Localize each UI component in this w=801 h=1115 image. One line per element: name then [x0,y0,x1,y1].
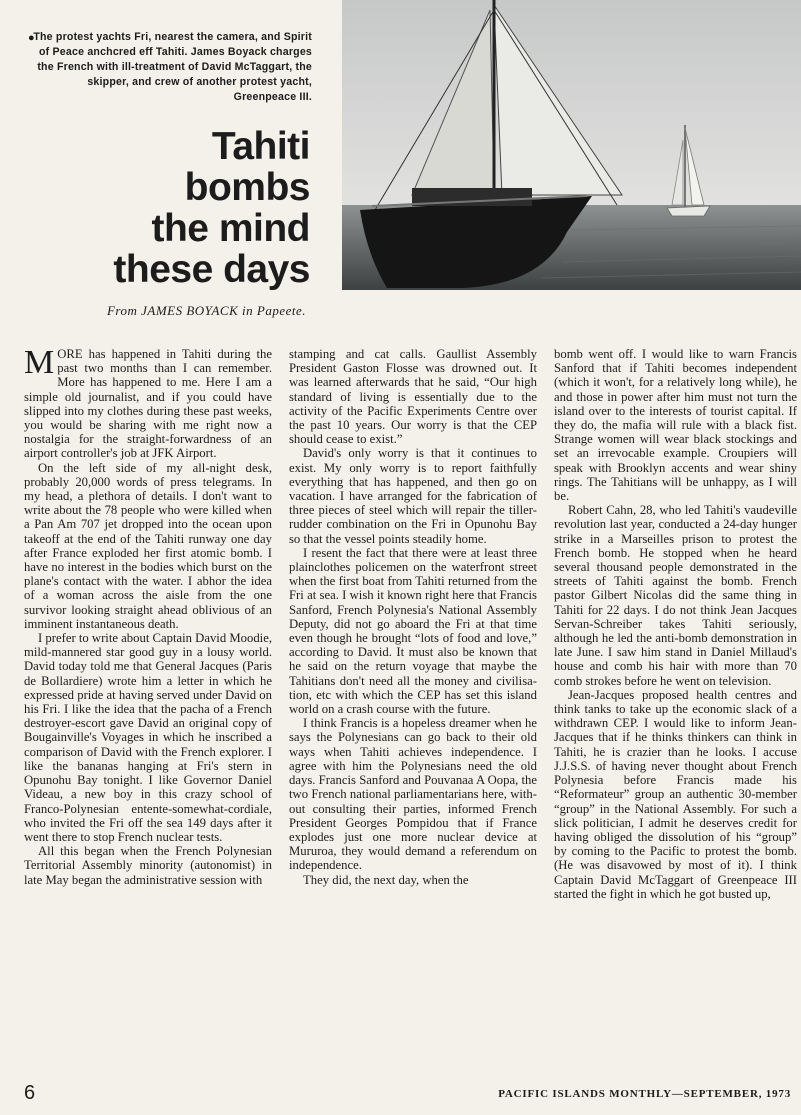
article-paragraph: bomb went off. I would like to warn Francis Sanford that if Tahiti becomes independent (which it won't, for a relatively long while), he and those in power after him must not turn the island over to the interests of tourist capital. If they do, the mafia will rule with a black fist. Strange women will wear black stockings and set an irrevocable example. Croupiers will speak with Brooklyn accents and wear shiny rings. The Tahitians will be unhappy, as I will be. [554,347,797,504]
article-paragraph: They did, the next day, when the [303,872,469,887]
caption-text: The protest yachts Fri, nearest the camera, and Spirit of Peace anchcred eff Tahiti. James Boyack charges the French with ill-treatment of David McTaggart, the skipper, and crew of another protest yacht, Greenpeace III. [33,31,312,103]
article-paragraph: Robert Cahn, 28, who led Tahiti's vaudeville revolution last year, conducted a 24-day hunger strike in a Marseilles prison to protest the French bomb. He stopped when he heard several thousand people demonstrated in the streets of Tahiti against the bomb. French pastor Gilbert Nicolas did the same thing in Tahiti for 22 days. I do not think Jean Jacques Servan-Schreiber takes Tahiti seriously, although he led the anti-bomb demonstration in late June. I saw him stand in Daniel Millaud's house and comb his hair with more than 70 comb strokes before he went on television. [554,503,797,688]
page-number: 6 [24,1082,36,1104]
sailboat-image [342,0,801,290]
headline-line-1: Tahiti [211,125,310,168]
headline [60,126,310,290]
paragraph-text: ORE has happened in Tahiti during the past two months than I can remember. More has happened to me. Here I am a simple old journalist, and if you could have slipped into my clothes during these past weeks, you would be sharing with me right now a nostalgia for the straight-forwardness of an airport controller's job at JFK Airport. [24,347,272,461]
article-paragraph: All this began when the French Polynesian Territorial Assembly minority (autonomist) in late May began the administrative session with [24,844,272,887]
headline-line-3: the mind [151,207,310,250]
article-paragraph: stamping and cat calls. Gaullist Assembly President Gaston Flosse was drowned out. It was learned afterwards that he said, “Our high standard of living is essentially due to the activity of the Pacific Experiments Centre over the past 10 years. Our worry is that the CEP should cease to exist.” [289,347,537,447]
byline: From JAMES BOYACK in Papeete. [106,303,306,318]
drop-cap: M [24,344,55,381]
caption-bullet-icon: ● [28,32,35,44]
yacht-photo [342,0,801,290]
article-column-1 [24,344,272,887]
article-paragraph: David's only worry is that it continues to exist. My only worry is to report faithfully everything that has happened, and then go on vacation. I have arranged for the fabrication of three pieces of steel which will repair the tiller-rudder combination on the Fri in Opunohu Bay so that the vessel points steadily home. [289,446,537,546]
headline-line-4: these days [113,248,310,291]
page-footer [0,1080,801,1110]
article-paragraph: I prefer to write about Captain David Moodie, mild-mannered star good guy in a lousy world. David today told me that General Jacques (Paris de Bollardiere) wrote him a letter in which he expressed pride at having served under David on his Fri. I like the idea that the pacha of a French destroyer-escort gave David an original copy of Bougainville's Voyages in which he inscribed a comparison of David with the French explorer. I like the bananas hanging at Fri's stern in Opunohu Bay tonight. I like Governor Daniel Videau, a new boy in this crazy school of Franco-Polynesian entente-somewhat-cordiale, who invited the Fri off the sea 149 days after it went there to stop French nuclear tests. [24,631,272,844]
article-paragraph: I resent the fact that there were at least three plainclothes policemen on the waterfront street when the first boat from Tahiti returned from the Fri at sea. I wish it known right here that Francis Sanford, French Polynesia's National Assembly Deputy, did not go aboard the Fri at that time even though he brought “lots of food and love,” according to David. It must also be known that he said on the return voyage that maybe the Tahitians don't need all the money and civilisation, etc with which the CEP has set this island world on a crash course with the future. [289,545,537,717]
headline-line-2: bombs [184,166,310,209]
photo-caption [30,30,312,105]
article-paragraph: On the left side of my all-night desk, probably 20,000 words of press telegrams. In my head, a plethora of details. I don't want to write about the 78 people who were killed when a Pan Am 707 jet dropped into the ocean upon takeoff at the end of the Tahiti runway one day after France exploded her first atomic bomb. I have no interest in the bodies which burst on the plane's contact with the water. I abhor the idea of a woman across the aisle from the one survivor looking straight ahead oblivious of an imminent instantaneous death. [24,460,272,631]
article-column-2 [289,347,537,887]
article-paragraph: I think Francis is a hopeless dreamer when he says the Polynesians can go back to their old ways when Tahiti achieves independence. I agree with him the Polynesians need the old days. Francis Sanford and Pouvanaa A Oopa, the two French national parliamentarians here, without consulting their parties, informed French President Georges Pompidou that if France explodes just one more nuclear device at Mururoa, they would demand a referendum on independence. [289,716,537,873]
article-paragraph [24,344,272,461]
article-column-3 [554,347,797,901]
article-paragraph: Jean-Jacques proposed health centres and think tanks to take up the economic slack of a withdrawn CEP. I would like to inform Jean-Jacques that if he thinks thinkers can think in Tahiti, he is crazier than he looks. I accuse J.J.S.S. of having never thought about French Polynesia before Francis made his “Reformateur” group an authentic 30-member “group” in the National Assembly. For such a slick politician, I admit he deserves credit for having obliged the dissolution of his “group” by coming to the Pacific to protest the bomb. (He was disavowed by most of it). I think Captain David McTaggart of Greenpeace III started the fight in which he got busted up, [554,687,797,901]
publication-line: PACIFIC ISLANDS MONTHLY—SEPTEMBER, 1973 [498,1088,791,1100]
